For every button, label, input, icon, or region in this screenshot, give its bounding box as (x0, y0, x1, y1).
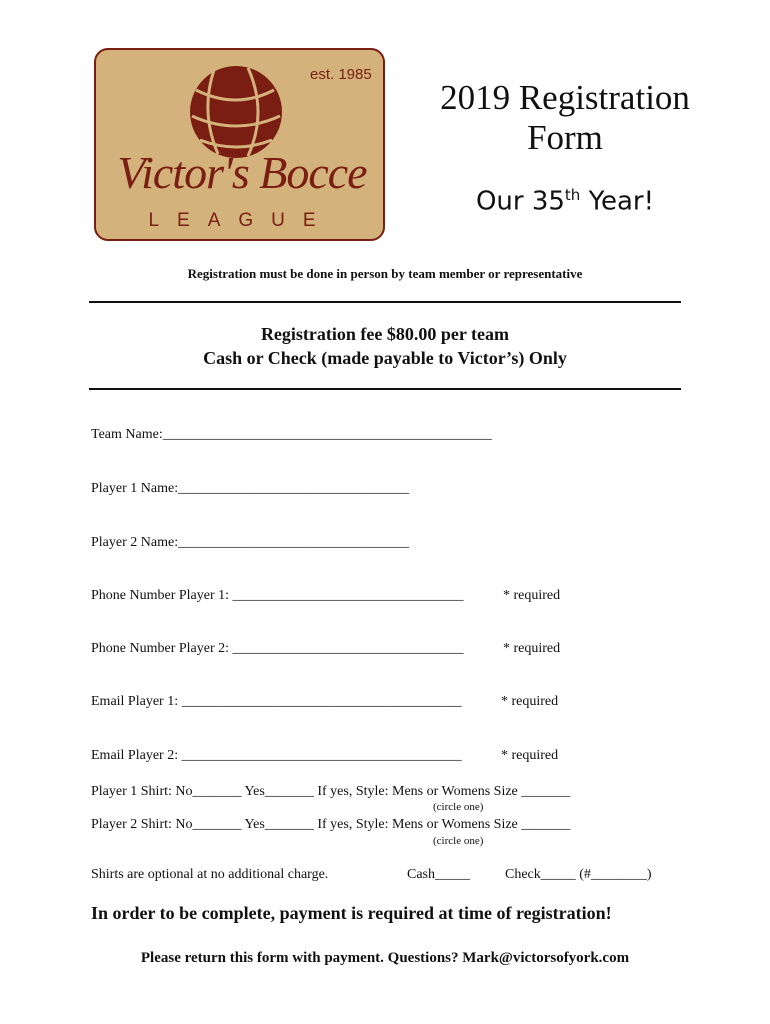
form-title (420, 78, 710, 158)
player2-name-field[interactable]: Player 2 Name:_________________________________ (91, 535, 410, 550)
league-logo (94, 48, 385, 241)
logo-wordmark: Victor's Bocce (117, 147, 367, 198)
phone2-required-note: * required (503, 641, 561, 656)
payment-method-line: Cash or Check (made payable to Victor’s) Only (203, 348, 567, 368)
phone-player2-field[interactable]: Phone Number Player 2: _________________________________ (91, 641, 464, 656)
circle-one-note-1: (circle one) (433, 801, 484, 813)
phone-player1-field[interactable]: Phone Number Player 1: _________________________________ (91, 588, 464, 603)
form-title-line1: 2019 Registration (440, 78, 690, 117)
email1-required-note: * required (501, 694, 559, 709)
email-player2-field[interactable]: Email Player 2: ________________________________________ (91, 748, 462, 763)
form-title-line2: Form (527, 118, 603, 157)
email-player1-field[interactable]: Email Player 1: ________________________________________ (91, 694, 462, 709)
in-person-notice: Registration must be done in person by team member or representative (187, 266, 583, 281)
circle-one-note-2: (circle one) (433, 835, 484, 847)
phone1-required-note: * required (503, 588, 561, 603)
shirts-optional-note: Shirts are optional at no additional charge. (91, 867, 329, 882)
subtitle-suffix: Year! (580, 186, 655, 217)
anniversary-subtitle (420, 186, 710, 217)
player1-shirt-field[interactable]: Player 1 Shirt: No_______ Yes_______ If yes, Style: Mens or Womens Size _______ (91, 784, 571, 799)
email2-required-note: * required (501, 748, 559, 763)
player2-shirt-field[interactable]: Player 2 Shirt: No_______ Yes_______ If yes, Style: Mens or Womens Size _______ (91, 817, 571, 832)
established-text: est. 1985 (310, 66, 372, 83)
logo-league-text: LEAGUE (148, 210, 334, 231)
top-divider (89, 301, 681, 303)
check-payment-field[interactable]: Check_____ (#________) (505, 867, 652, 882)
fee-line: Registration fee $80.00 per team (260, 324, 510, 344)
cash-payment-field[interactable]: Cash_____ (407, 867, 470, 882)
payment-required-notice: In order to be complete, payment is required at time of registration! (91, 903, 612, 923)
subtitle-prefix: Our 35 (475, 186, 565, 217)
bottom-divider (89, 388, 681, 390)
player1-name-field[interactable]: Player 1 Name:_________________________________ (91, 481, 410, 496)
subtitle-superscript: th (564, 186, 581, 204)
return-instructions: Please return this form with payment. Questions? Mark@victorsofyork.com (140, 950, 630, 966)
team-name-field[interactable]: Team Name:_______________________________________________ (91, 427, 492, 442)
